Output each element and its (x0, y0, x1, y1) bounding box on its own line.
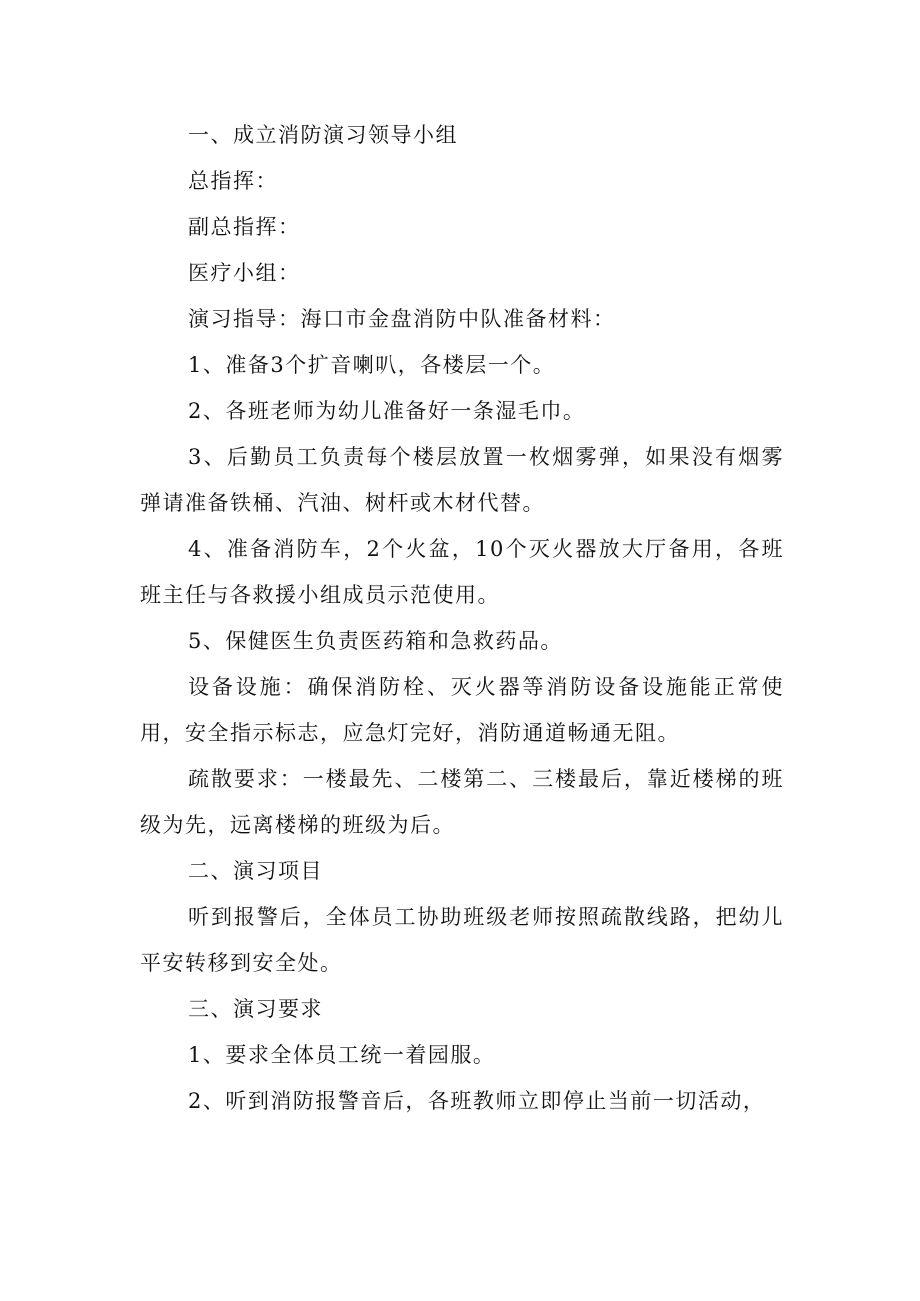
list-item: 4、准备消防车，2个火盆，10个灭火器放大厅备用，各班班主任与各救援小组成员示范使用。 (140, 537, 784, 607)
paragraph-equipment: 设备设施：确保消防栓、灭火器等消防设备设施能正常使用，安全指示标志，应急灯完好，消防通道畅通无阻。 (140, 675, 784, 745)
list-item: 2、各班老师为幼儿准备好一条湿毛巾。 (188, 399, 586, 423)
section-heading: 一、成立消防演习领导小组 (188, 123, 458, 147)
field-drill-guidance: 演习指导：海口市金盘消防中队准备材料： (188, 307, 616, 331)
list-item: 5、保健医生负责医药箱和急救药品。 (188, 629, 563, 653)
section-heading: 二、演习项目 (188, 859, 323, 883)
paragraph-drill-item: 听到报警后，全体员工协助班级老师按照疏散线路，把幼儿平安转移到安全处。 (140, 905, 784, 975)
list-item: 3、后勤员工负责每个楼层放置一枚烟雾弹，如果没有烟雾弹请准备铁桶、汽油、树杆或木材代替。 (140, 445, 784, 515)
list-item: 1、准备3个扩音喇叭，各楼层一个。 (188, 353, 556, 377)
list-item: 1、要求全体员工统一着园服。 (188, 1043, 496, 1067)
paragraph-evacuation: 疏散要求：一楼最先、二楼第二、三楼最后，靠近楼梯的班级为先，远离楼梯的班级为后。 (140, 767, 784, 837)
field-commander: 总指挥： (188, 169, 278, 193)
list-item: 2、听到消防报警音后，各班教师立即停止当前一切活动， (188, 1089, 766, 1113)
field-deputy-commander: 副总指挥： (188, 215, 301, 239)
field-medical-team: 医疗小组： (188, 261, 301, 285)
section-heading: 三、演习要求 (188, 997, 323, 1021)
